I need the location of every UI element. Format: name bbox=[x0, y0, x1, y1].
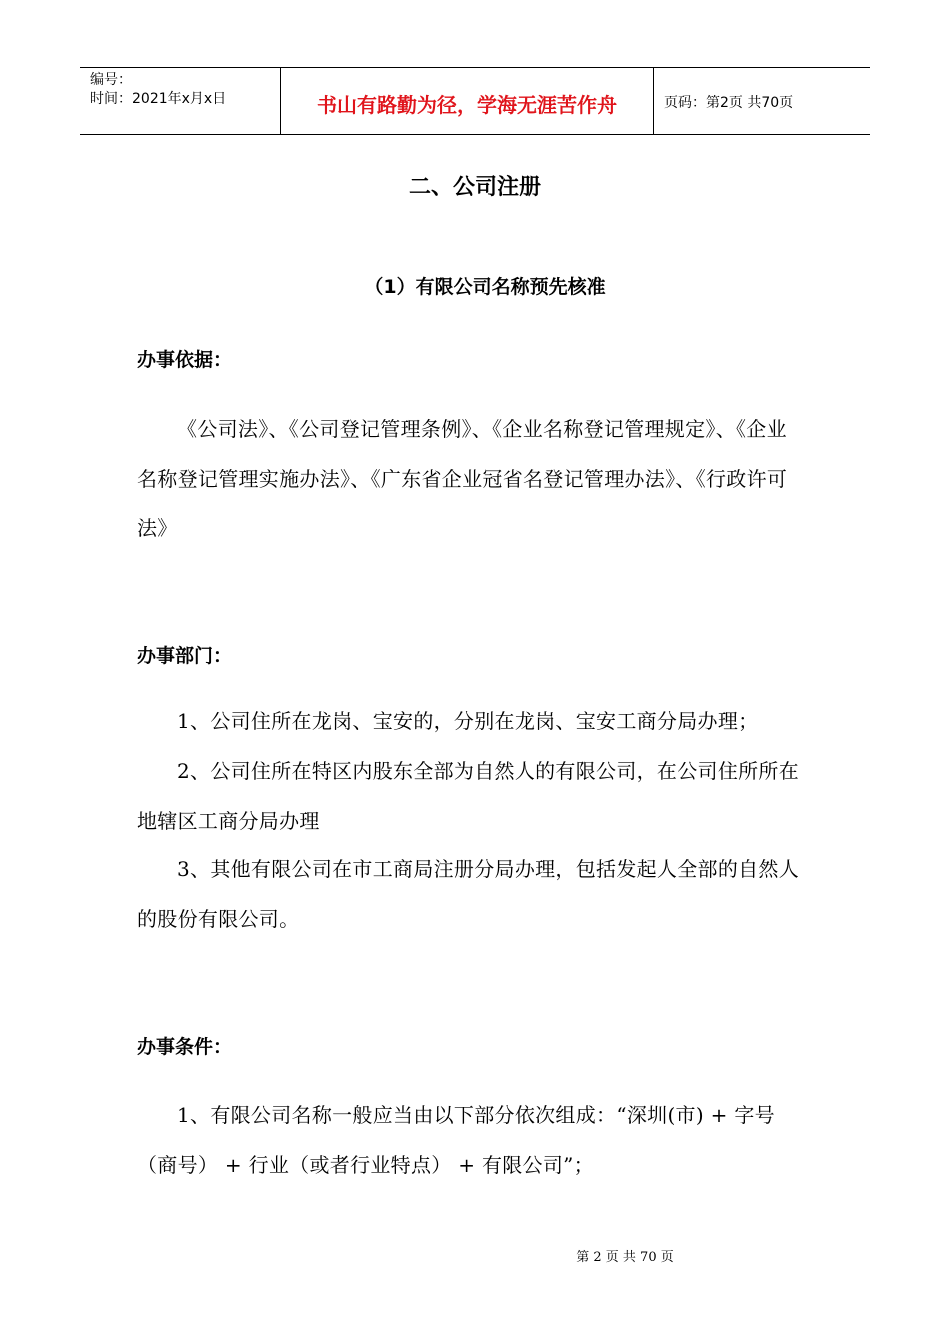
conditions-item-1: 1、有限公司名称一般应当由以下部分依次组成：“深圳(市) + 字号（商号） + 行业（或者行业特点） + 有限公司”； bbox=[137, 1103, 775, 1177]
basis-text: 《公司法》、《公司登记管理条例》、《企业名称登记管理规定》、《企业名称登记管理实施办法》、《广东省企业冠省名登记管理办法》、《行政许可法》 bbox=[137, 417, 788, 540]
page-footer: 第 2 页 共 70 页 bbox=[576, 1250, 674, 1265]
department-item-2: 2、公司住所在特区内股东全部为自然人的有限公司，在公司住所所在地辖区工商分局办理 bbox=[137, 759, 800, 833]
department-item-1: 1、公司住所在龙岗、宝安的，分别在龙岗、宝安工商分局办理； bbox=[177, 709, 759, 733]
subsection-title: （1）有限公司名称预先核准 bbox=[364, 276, 606, 298]
header-motto: 书山有路勤为径，学海无涯苦作舟 bbox=[281, 68, 654, 134]
basis-heading: 办事依据： bbox=[137, 349, 233, 371]
department-item-3: 3、其他有限公司在市工商局注册分局办理，包括发起人全部的自然人的股份有限公司。 bbox=[137, 857, 800, 931]
page-header bbox=[80, 67, 870, 135]
conditions-heading: 办事条件： bbox=[137, 1036, 233, 1058]
document-number-label: 编号： bbox=[90, 72, 132, 88]
header-page-number: 页码：第2页 共70页 bbox=[664, 95, 794, 111]
document-time-label: 时间：2021年x月x日 bbox=[90, 91, 227, 107]
section-title: 二、公司注册 bbox=[408, 175, 541, 200]
header-meta bbox=[80, 68, 281, 134]
department-heading: 办事部门： bbox=[137, 645, 233, 667]
